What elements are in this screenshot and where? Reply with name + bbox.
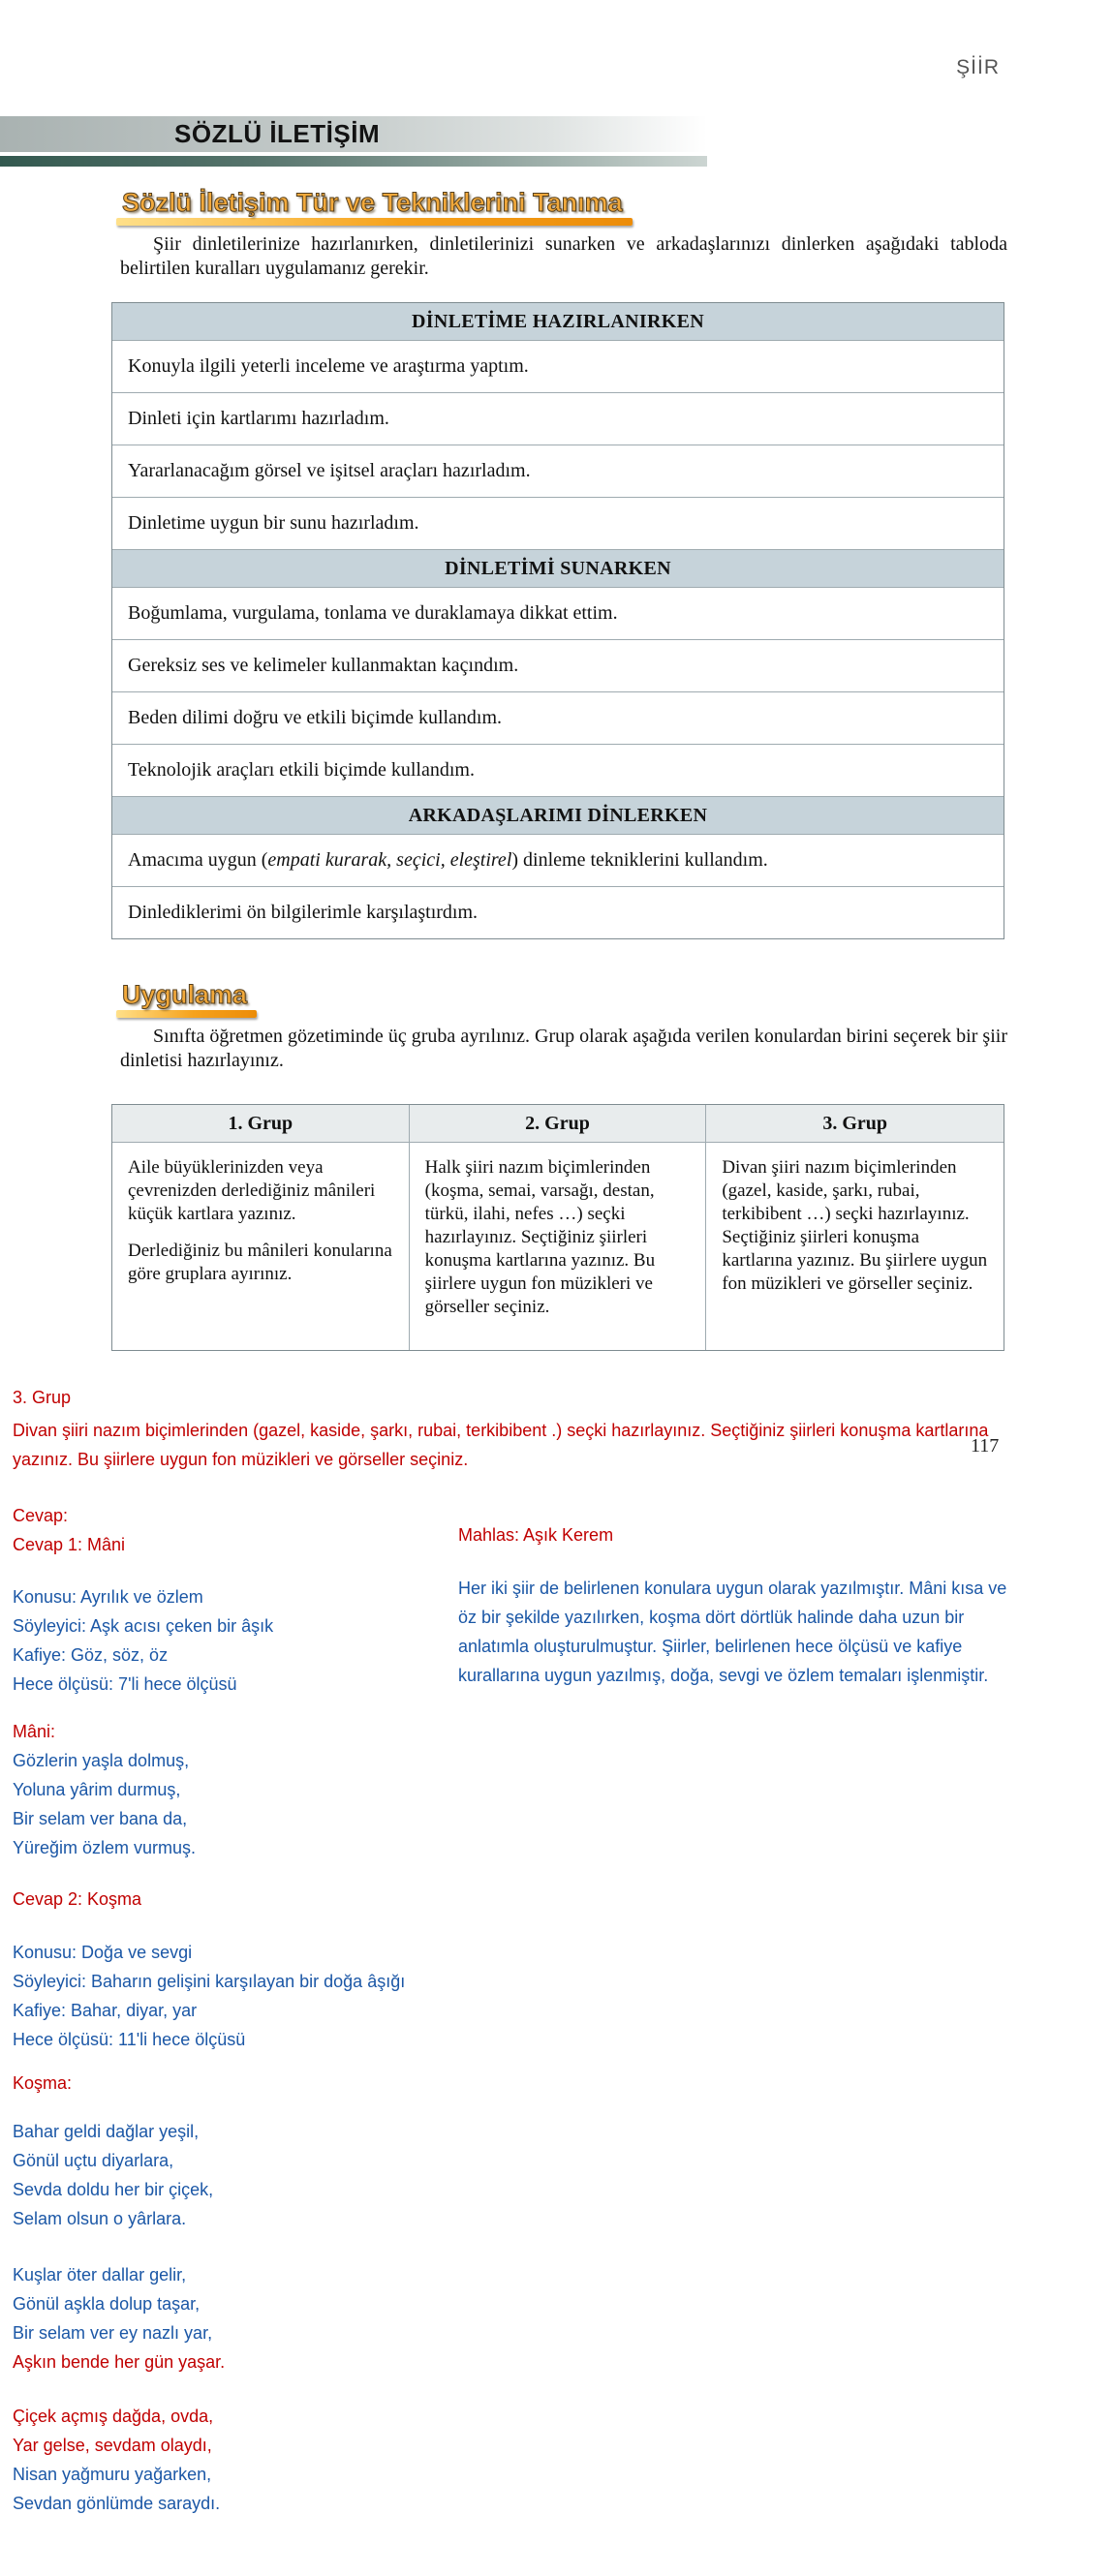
- poem-line: Yoluna yârim durmuş,: [13, 1780, 181, 1799]
- page-number: 117: [971, 1435, 1000, 1457]
- poem-line: Yar gelse, sevdam olaydı,: [13, 2436, 212, 2455]
- checklist-item-text: Amacıma uygun (: [128, 849, 268, 871]
- poem-line: Çiçek açmış dağda, ovda,: [13, 2407, 214, 2426]
- poem-line: Aşkın bende her gün yaşar.: [13, 2352, 226, 2372]
- checklist-section-title: ARKADAŞLARIMI DİNLERKEN: [112, 797, 1004, 835]
- uygulama-heading: Uygulama: [120, 980, 251, 1016]
- note-line: Konusu: Ayrılık ve özlem: [13, 1587, 203, 1607]
- note-task-text: Divan şiiri nazım biçimlerinden (gazel, kaside, şarkı, rubai, terkibibent .) seçki hazırlayınız. Seçtiğiniz şiirleri konuşma kartlarına yazınız. Bu şiirlere uygun fon müzikleri ve görseller seçiniz.: [13, 1421, 989, 1469]
- checklist-section-title: DİNLETİMİ SUNARKEN: [112, 550, 1004, 588]
- group-1-task: Aile büyüklerinizden veya çevrenizden derlediğiniz mânileri küçük kartlara yazınız.: [128, 1157, 376, 1224]
- note-line: Kafiye: Göz, söz, öz: [13, 1645, 169, 1665]
- poem-line: Gönül uçtu diyarlara,: [13, 2151, 174, 2170]
- note-line: Kafiye: Bahar, diyar, yar: [13, 2001, 198, 2020]
- note-kosma-label: Koşma:: [13, 2073, 73, 2093]
- checklist-item: Dinleti için kartlarımı hazırladım.: [112, 393, 1004, 445]
- note-answer1-properties: [13, 1582, 273, 1699]
- poem-line: Bir selam ver ey nazlı yar,: [13, 2323, 213, 2343]
- poem-line: Yüreğim özlem vurmuş.: [13, 1838, 197, 1857]
- note-line: Hece ölçüsü: 11'li hece ölçüsü: [13, 2030, 246, 2049]
- unit-header-underline: [0, 156, 707, 167]
- checklist-section-title: DİNLETİME HAZIRLANIRKEN: [112, 303, 1004, 341]
- note-group-heading: 3. Grup: [13, 1388, 72, 1407]
- unit-header-band: [0, 116, 707, 152]
- lesson-title-heading: Sözlü İletişim Tür ve Tekniklerini Tanıma: [120, 188, 627, 224]
- note-mahlas: Mahlas: Aşık Kerem: [458, 1525, 614, 1545]
- checklist-item-italic-text: empati kurarak, seçici, eleştirel: [267, 849, 512, 871]
- poem-line: Bir selam ver bana da,: [13, 1809, 188, 1828]
- poem-line: Sevda doldu her bir çiçek,: [13, 2180, 214, 2199]
- note-answer2-label: Cevap 2: Koşma: [13, 1889, 142, 1909]
- poem-line: Gözlerin yaşla dolmuş,: [13, 1751, 190, 1770]
- checklist-item: Yararlanacağım görsel ve işitsel araçları hazırladım.: [112, 445, 1004, 498]
- chapter-label: ŞİİR: [956, 56, 1000, 78]
- checklist-item: Beden dilimi doğru ve etkili biçimde kullandım.: [112, 692, 1004, 745]
- group-3-task: Divan şiiri nazım biçimlerinden (gazel, kaside, şarkı, rubai, terkibibent …) seçki hazırlayınız. Seçtiğiniz şiirleri konuşma kartlarına yazınız. Bu şiirlere uygun fon müzikleri ve görseller seçiniz.: [722, 1157, 988, 1294]
- group-table-header-row: [112, 1105, 1004, 1143]
- group-2-task: Halk şiiri nazım biçimlerinden (koşma, semai, varsağı, destan, türkü, ilahi, nefes …) seçki hazırlayınız. Seçtiğiniz şiirleri konuşma kartlarına yazınız. Bu şiirlere uygun fon müzikleri ve görseller seçiniz.: [424, 1157, 656, 1317]
- checklist-item: Dinlediklerimi ön bilgilerimle karşılaştırdım.: [112, 887, 1004, 938]
- note-line: Söyleyici: Aşk acısı çeken bir âşık: [13, 1616, 274, 1636]
- note-line: Konusu: Doğa ve sevgi: [13, 1943, 193, 1962]
- checklist-item: Teknolojik araçları etkili biçimde kullandım.: [112, 745, 1004, 797]
- poem-line: Gönül aşkla dolup taşar,: [13, 2294, 201, 2314]
- note-line: Söyleyici: Baharın gelişini karşılayan bir doğa âşığı: [13, 1972, 406, 1991]
- unit-title: SÖZLÜ İLETİŞİM: [174, 119, 381, 148]
- checklist-item-text: ) dinleme tekniklerini kullandım.: [511, 849, 768, 871]
- poem-line: Kuşlar öter dallar gelir,: [13, 2265, 187, 2285]
- group-2-cell: [410, 1143, 707, 1350]
- poem-line: Selam olsun o yârlara.: [13, 2209, 187, 2228]
- checklist-item: Boğumlama, vurgulama, tonlama ve duraklamaya dikkat ettim.: [112, 588, 1004, 640]
- self-check-table: [111, 302, 1004, 939]
- note-commentary: Her iki şiir de belirlenen konulara uygun olarak yazılmıştır. Mâni kısa ve öz bir şekilde yazılırken, koşma dört dörtlük halinde daha uzun bir anlatımla oluşturulmuştur. Şiirler, belirlenen hece ölçüsü ve kafiye kurallarına uygun yazılmış, doğa, sevgi ve özlem temaları işlenmiştir.: [458, 1579, 1007, 1685]
- note-mani-label: Mâni:: [13, 1722, 56, 1741]
- poem-line: Bahar geldi dağlar yeşil,: [13, 2122, 200, 2141]
- intro-paragraph: Şiir dinletilerinize hazırlanırken, dinletilerinizi sunarken ve arkadaşlarınızı dinlerken aşağıdaki tabloda belirtilen kuralları uygulamanız gerekir.: [120, 233, 1007, 279]
- note-kosma-stanza-2: [13, 2260, 225, 2377]
- group-table-body-row: [112, 1143, 1004, 1350]
- group-1-cell: [112, 1143, 410, 1350]
- note-kosma-stanza-3: [13, 2402, 220, 2518]
- note-line: Hece ölçüsü: 7'li hece ölçüsü: [13, 1674, 237, 1694]
- poem-line: Nisan yağmuru yağarken,: [13, 2465, 212, 2484]
- note-answer1-label: Cevap 1: Mâni: [13, 1535, 126, 1554]
- poem-line: Sevdan gönlümde saraydı.: [13, 2494, 221, 2513]
- group-2-header: 2. Grup: [410, 1105, 707, 1142]
- checklist-item: Dinletime uygun bir sunu hazırladım.: [112, 498, 1004, 550]
- note-kosma-stanza-1: [13, 2117, 213, 2233]
- group-3-header: 3. Grup: [822, 1113, 887, 1134]
- uygulama-intro-paragraph: Sınıfta öğretmen gözetiminde üç gruba ayrılınız. Grup olarak aşağıda verilen konulardan birini seçerek bir şiir dinletisi hazırlayınız.: [120, 1026, 1007, 1071]
- checklist-item: Gereksiz ses ve kelimeler kullanmaktan kaçındım.: [112, 640, 1004, 692]
- group-1-task: Derlediğiniz bu mânileri konularına göre gruplara ayırınız.: [128, 1241, 392, 1284]
- checklist-item: Konuyla ilgili yeterli inceleme ve araştırma yaptım.: [112, 341, 1004, 393]
- note-answer2-properties: [13, 1938, 405, 2054]
- group-3-cell: [706, 1143, 1004, 1350]
- group-task-table: [111, 1104, 1004, 1351]
- note-answer-label: Cevap:: [13, 1506, 69, 1525]
- group-1-header: 1. Grup: [112, 1105, 410, 1142]
- note-mani-poem: [13, 1746, 196, 1862]
- checklist-item: [112, 835, 1004, 887]
